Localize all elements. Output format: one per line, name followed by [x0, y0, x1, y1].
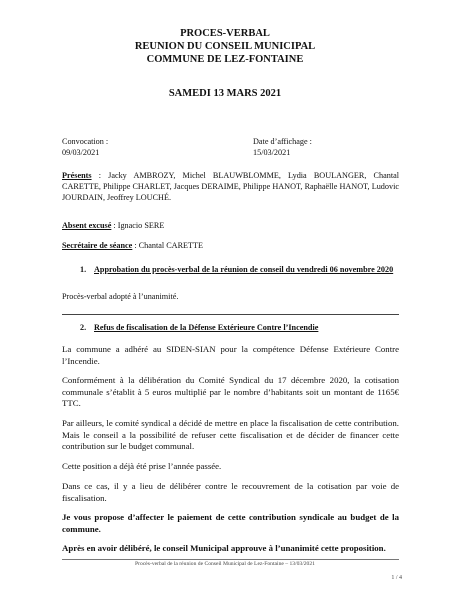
section2-number: 2.: [80, 323, 87, 332]
section2-heading: [80, 323, 410, 332]
doc-title-line3: COMMUNE DE LEZ-FONTAINE: [146, 54, 304, 65]
section2-paragraph-4: Cette position a déjà été prise l’année passée.: [62, 461, 222, 471]
convocation-value: 09/03/2021: [62, 148, 100, 157]
affichage-value: 15/03/2021: [253, 148, 291, 157]
convocation-label: Convocation :: [62, 137, 109, 146]
presents-paragraph: [62, 170, 399, 203]
doc-title-line2: REUNION DU CONSEIL MUNICIPAL: [134, 41, 316, 52]
footer-divider: [62, 559, 399, 560]
secretaire-paragraph: [62, 240, 203, 251]
section1-title: Approbation du procès-verbal de la réunion de conseil du vendredi 06 novembre 2020: [94, 265, 394, 274]
absent-label: Absent excusé: [62, 221, 112, 230]
page-footer: Procès-verbal de la réunion de Conseil Municipal de Lez-Fontaine – 13/03/2021: [135, 561, 315, 567]
section1-heading: [80, 265, 410, 274]
section1-body: Procès-verbal adopté à l’unanimité.: [62, 292, 179, 301]
presents-label: Présents: [62, 171, 92, 180]
secretaire-label: Secrétaire de séance: [62, 241, 133, 250]
section2-paragraph-5: Dans ce cas, il y a lieu de délibérer contre le recouvrement de la cotisation par voie de fiscalisation.: [62, 481, 399, 503]
page-number: 1 / 4: [391, 575, 402, 581]
secretaire-text: : Chantal CARETTE: [132, 241, 204, 250]
presents-text: : Jacky AMBROZY, Michel BLAUWBLOMME, Lydia BOULANGER, Chantal CARETTE, Philippe CHARLET, Jacques DERAIME, Philippe HANOT, Raphaëlle HANOT, Ludovic JOURDAIN, Jeoffrey LOUCHÉ.: [62, 171, 399, 202]
section2-paragraph-3: Par ailleurs, le comité syndical a décidé de mettre en place la fiscalisation de cette contribution. Mais le conseil a la possibilité de refuser cette fiscalisation et de décider de financer cette contribution sur le budget communal.: [62, 418, 399, 451]
section1-number: 1.: [80, 265, 87, 274]
section2-paragraph-1: La commune a adhéré au SIDEN-SIAN pour la compétence Défense Extérieure Contre l’Incendie.: [62, 344, 399, 366]
absent-text: : Ignacio SERE: [111, 221, 165, 230]
absent-paragraph: [62, 220, 164, 231]
affichage-label: Date d’affichage :: [253, 137, 312, 146]
doc-title-line1: PROCES-VERBAL: [180, 28, 270, 39]
section2-title: Refus de fiscalisation de la Défense Extérieure Contre l’Incendie: [94, 323, 319, 332]
section2-decision: Après en avoir délibéré, le conseil Municipal approuve à l’unanimité cette proposition.: [62, 543, 386, 553]
section2-paragraph-2: Conformément à la délibération du Comité Syndical du 17 décembre 2020, la cotisation communale s’établit à 5 euros multiplié par le nombre d’habitants soit un montant de 1165€ TTC.: [62, 375, 399, 408]
meeting-date: SAMEDI 13 MARS 2021: [168, 88, 282, 99]
section2-proposal: Je vous propose d’affecter le paiement de cette contribution syndicale au budget de la commune.: [62, 512, 399, 534]
section-divider: [62, 314, 399, 315]
